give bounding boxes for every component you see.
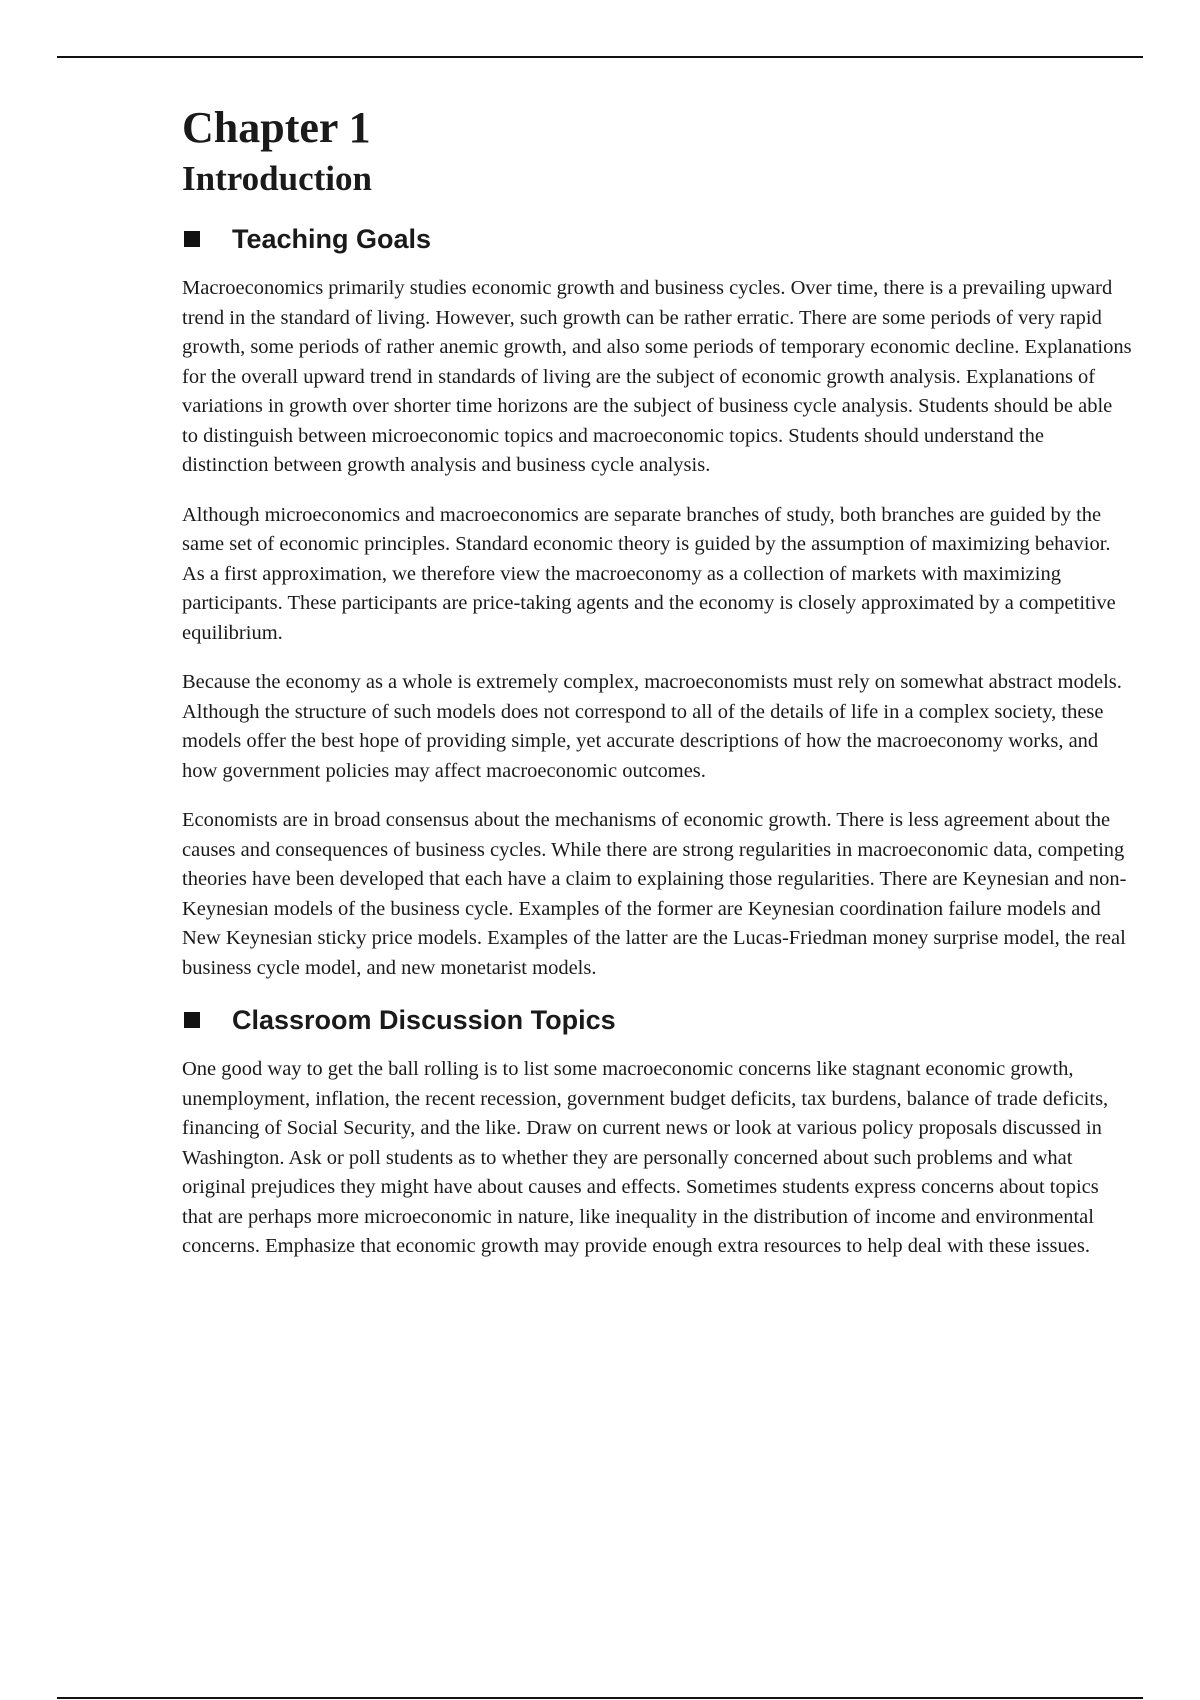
- chapter-label: Chapter 1: [182, 103, 371, 152]
- section-heading-text: Teaching Goals: [232, 224, 432, 254]
- chapter-title: Introduction: [182, 159, 372, 198]
- section-heading-classroom-discussion: [182, 1003, 1132, 1037]
- square-bullet-icon: [184, 231, 200, 247]
- top-rule: [57, 56, 1143, 58]
- section-heading-teaching-goals: [182, 222, 1132, 256]
- page-content: [182, 98, 1132, 1282]
- paragraph: Economists are in broad consensus about the mechanisms of economic growth. There is less agreement about the causes and consequences of business cycles. While there are strong regularities in macroeconomic data, competing theories have been developed that each have a claim to explaining those regularities. There are Keynesian and non-Keynesian models of the business cycle. Examples of the former are Keynesian coordination failure models and New Keynesian sticky price models. Examples of the latter are the Lucas-Friedman money surprise model, the real business cycle model, and new monetarist models.: [182, 809, 1127, 979]
- paragraph: Because the economy as a whole is extremely complex, macroeconomists must rely on somewhat abstract models. Although the structure of such models does not correspond to all of the details of life in a complex society, these models offer the best hope of providing simple, yet accurate descriptions of how the macroeconomy works, and how government policies may affect macroeconomic outcomes.: [182, 671, 1122, 782]
- section-heading-text: Classroom Discussion Topics: [232, 1005, 616, 1035]
- paragraph: Although microeconomics and macroeconomics are separate branches of study, both branches are guided by the same set of economic principles. Standard economic theory is guided by the assumption of maximizing behavior. As a first approximation, we therefore view the macroeconomy as a collection of markets with maximizing participants. These participants are price-taking agents and the economy is closely approximated by a competitive equilibrium.: [182, 503, 1116, 644]
- paragraph: Macroeconomics primarily studies economic growth and business cycles. Over time, there is a prevailing upward trend in the standard of living. However, such growth can be rather erratic. There are some periods of very rapid growth, some periods of rather anemic growth, and also some periods of temporary economic decline. Explanations for the overall upward trend in standards of living are the subject of economic growth analysis. Explanations of variations in growth over shorter time horizons are the subject of business cycle analysis. Students should be able to distinguish between microeconomic topics and macroeconomic topics. Students should understand the distinction between growth analysis and business cycle analysis.: [182, 277, 1132, 476]
- square-bullet-icon: [184, 1012, 200, 1028]
- bottom-rule: [57, 1697, 1143, 1699]
- paragraph: One good way to get the ball rolling is to list some macroeconomic concerns like stagnant economic growth, unemployment, inflation, the recent recession, government budget deficits, tax burdens, balance of trade deficits, financing of Social Security, and the like. Draw on current news or look at various policy proposals discussed in Washington. Ask or poll students as to whether they are personally concerned about such problems and what original prejudices they might have about causes and effects. Sometimes students express concerns about topics that are perhaps more microeconomic in nature, like inequality in the distribution of income and environmental concerns. Emphasize that economic growth may provide enough extra resources to help deal with these issues.: [182, 1058, 1109, 1257]
